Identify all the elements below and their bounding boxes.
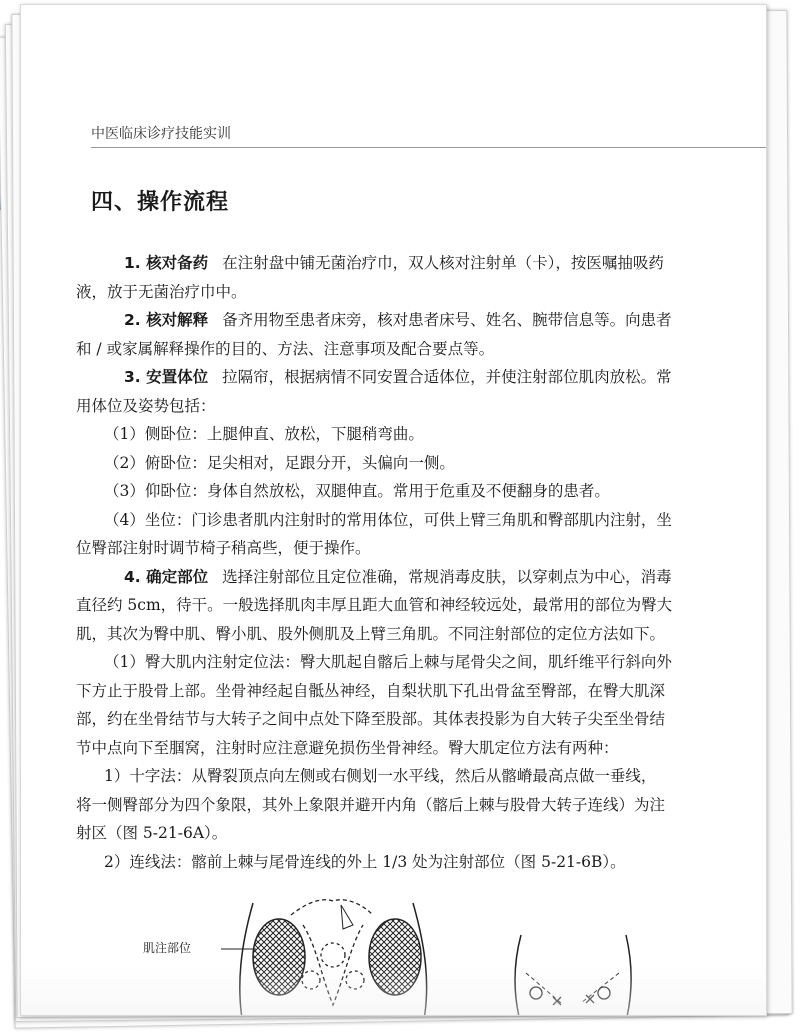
text-line	[76, 762, 767, 791]
running-header: 中医临床诊疗技能实训	[91, 126, 231, 142]
line-text: 射区（图 5-21-6A）。	[76, 824, 228, 842]
text-line	[76, 620, 767, 649]
text-line	[76, 335, 767, 364]
text-line	[76, 705, 767, 734]
text-line	[76, 392, 767, 421]
line-text: 液，放于无菌治疗巾中。	[76, 282, 247, 301]
text-line	[76, 819, 767, 848]
text-line	[76, 791, 767, 820]
line-text: 备齐用物至患者床旁，核对患者床号、姓名、腕带信息等。向患者	[222, 311, 672, 329]
line-text: 下方止于股骨上部。坐骨神经起自骶丛神经，自梨状肌下孔出骨盆至臀部，在臀大肌深	[76, 681, 666, 700]
text-line	[76, 534, 767, 563]
line-text: 直径约 5cm，待干。一般选择肌肉丰厚且距大血管和神经较远处，最常用的部位为臀大	[76, 596, 673, 614]
line-text: （4）坐位：门诊患者肌内注射时的常用体位，可供上臂三角肌和臀部肌内注射，坐	[104, 510, 672, 529]
text-line	[76, 677, 767, 706]
line-text: 2）连线法：髂前上棘与尾骨连线的外上 1/3 处为注射部位（图 5-21-6B）。	[104, 852, 626, 871]
body-text	[76, 249, 767, 876]
line-text: （1）臀大肌内注射定位法：臀大肌起自髂后上棘与尾骨尖之间，肌纤维平行斜向外	[104, 653, 672, 671]
line-text: （1）侧卧位：上腿伸直、放松，下腿稍弯曲。	[104, 425, 424, 443]
text-line	[76, 506, 767, 535]
line-text: 拉隔帘，根据病情不同安置合适体位，并使注射部位肌肉放松。常	[222, 368, 672, 386]
line-text: 节中点向下至腘窝，注射时应注意避免损伤坐骨神经。臀大肌定位方法有两种：	[76, 738, 619, 757]
section-title: 四、操作流程	[91, 190, 230, 215]
text-line	[76, 363, 767, 392]
text-line	[76, 648, 767, 677]
text-line	[76, 249, 767, 278]
line-text: 1）十字法：从臀裂顶点向左侧或右侧划一水平线，然后从髂嵴最高点做一垂线，	[104, 767, 657, 785]
text-line	[76, 278, 767, 307]
text-line	[76, 591, 767, 620]
step-heading: 3. 安置体位	[124, 368, 209, 386]
line-text: （3）仰卧位：身体自然放松，双腿伸直。常用于危重及不便翻身的患者。	[104, 482, 610, 500]
line-text: （2）俯卧位：足尖相对，足跟分开，头偏向一侧。	[104, 453, 455, 472]
text-line	[76, 477, 767, 506]
header-rule	[91, 147, 766, 148]
line-text: 和 / 或家属解释操作的目的、方法、注意事项及配合要点等。	[76, 339, 495, 358]
step-heading: 2. 核对解释	[124, 311, 209, 329]
step-heading: 1. 核对备药	[124, 254, 209, 272]
line-text: 部，约在坐骨结节与大转子之间中点处下降至股部。其体表投影为自大转子尖至坐骨结	[76, 710, 666, 728]
page-bottom-shade	[21, 965, 766, 1016]
text-line	[76, 306, 767, 335]
line-text: 用体位及姿势包括：	[76, 396, 216, 415]
line-text: 在注射盘中铺无菌治疗巾，双人核对注射单（卡），按医嘱抽吸药	[222, 254, 664, 272]
line-text: 位臀部注射时调节椅子稍高些，便于操作。	[76, 539, 371, 557]
text-line	[76, 420, 767, 449]
line-text: 选择注射部位且定位准确，常规消毒皮肤，以穿刺点为中心，消毒	[222, 567, 672, 586]
line-text: 将一侧臀部分为四个象限，其外上象限并避开内角（髂后上棘与股骨大转子连线）为注	[76, 795, 666, 814]
text-line	[76, 848, 767, 877]
text-line	[76, 449, 767, 478]
step-heading: 4. 确定部位	[124, 567, 209, 586]
line-text: 肌，其次为臀中肌、臀小肌、股外侧肌及上臂三角肌。不同注射部位的定位方法如下。	[76, 624, 666, 643]
text-line	[76, 563, 767, 592]
document-page	[20, 4, 767, 1016]
figure-label: 肌注部位	[143, 941, 192, 955]
text-line	[76, 734, 767, 763]
